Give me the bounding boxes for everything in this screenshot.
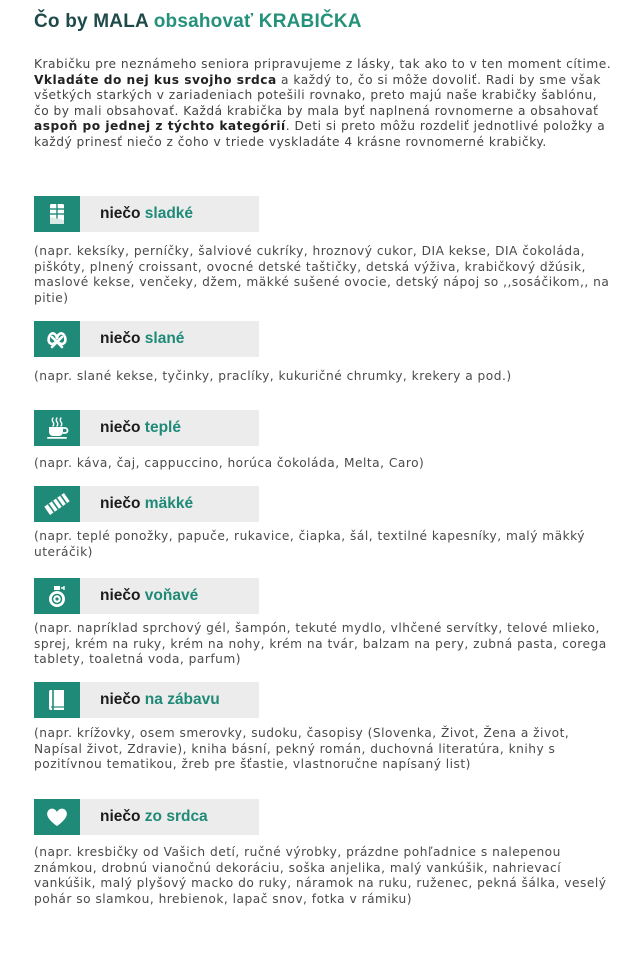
- category-label: [100, 578, 198, 614]
- category-lead-text: niečo: [100, 419, 141, 436]
- hot-cup-icon: [34, 410, 80, 446]
- category-from-heart: [34, 799, 259, 835]
- perfume-icon: [34, 578, 80, 614]
- scarf-icon: [34, 486, 80, 522]
- category-accent-text: zo srdca: [144, 808, 208, 825]
- pretzel-icon: [34, 321, 80, 357]
- chocolate-icon: [34, 196, 80, 232]
- category-lead-text: niečo: [100, 205, 141, 222]
- category-label: [100, 410, 181, 446]
- title-part-2: obsahovať: [153, 11, 254, 32]
- category-label: [100, 799, 208, 835]
- category-salty: [34, 321, 259, 357]
- category-label: [100, 486, 193, 522]
- intro-bold-2: aspoň po jednej z týchto kategórií: [34, 119, 286, 133]
- heart-icon: [34, 799, 80, 835]
- category-fun: [34, 682, 259, 718]
- intro-text-1: Krabičku pre neznámeho seniora pripravujeme z lásky, tak ako to v ten moment cítime.: [34, 57, 612, 71]
- category-label: [100, 196, 193, 232]
- category-description: (napr. krížovky, osem smerovky, sudoku, časopisy (Slovenka, Život, Žena a život, Napísal život, Zdravie), kniha básní, pekný román, duchovná literatúra, knihy s pozitívnou tematikou, žreb pre šťastie, vlastnoručne napísaný list): [34, 726, 570, 771]
- category-label: [100, 321, 184, 357]
- category-sweet: [34, 196, 259, 232]
- intro-bold-1: Vkladáte do nej kus svojho srdca: [34, 72, 277, 87]
- category-fragrant: [34, 578, 259, 614]
- title-part-1: Čo by MALA: [34, 11, 149, 32]
- category-accent-text: teplé: [144, 419, 181, 436]
- book-icon: [34, 682, 80, 718]
- category-accent-text: voňavé: [144, 587, 199, 604]
- category-description: (napr. káva, čaj, cappuccino, horúca čokoláda, Melta, Caro): [34, 456, 425, 470]
- category-description: (napr. slané kekse, tyčinky, praclíky, kukuričné chrumky, krekery a pod.): [34, 369, 512, 383]
- category-lead-text: niečo: [100, 495, 141, 512]
- category-accent-text: sladké: [144, 205, 194, 222]
- category-accent-text: na zábavu: [144, 691, 220, 708]
- category-description: (napr. keksíky, perníčky, šalviové cukríky, hroznový cukor, DIA kekse, DIA čokoláda, piškóty, plnený croissant, ovocné detské taštičky, detská výživa, krabičkový džúsik, maslové kekse, venčeky, džem, mäkké sušené ovocie, detský nápoj so ,,sosáčikom,, na pitie): [34, 244, 610, 305]
- category-warm: [34, 410, 259, 446]
- page-title: [34, 11, 362, 33]
- category-description: (napr. teplé ponožky, papuče, rukavice, čiapka, šál, textilné kapesníky, malý mäkký uteráčik): [34, 529, 586, 559]
- category-lead-text: niečo: [100, 808, 141, 825]
- category-lead-text: niečo: [100, 330, 141, 347]
- category-label: [100, 682, 220, 718]
- category-lead-text: niečo: [100, 691, 141, 708]
- category-soft: [34, 486, 259, 522]
- title-part-3: KRABIČKA: [258, 11, 362, 32]
- category-description: (napr. kresbičky od Vašich detí, ručné výrobky, prázdne pohľadnice s nalepenou známkou, drobnú vianočnú dekoráciu, soška anjelika, malý vankúšik, nahrievací vankúšik, malý plyšový macko do ruky, náramok na ruku, ruženec, pekná šálka, veselý pohár so slamkou, hrebienok, lapač snov, fotka v rámiku): [34, 845, 607, 906]
- category-accent-text: mäkké: [144, 495, 194, 512]
- intro-text-2: a každý to, čo si môže dovoliť. Radi by sme však všetkých starkých v zariadeniach potešili rovnako, preto majú naše krabičky šablónu, čo by mali obsahovať. Každá krabička by mala byť naplnená rovnomerne a obsahovať: [34, 72, 601, 118]
- intro-text-3: . Deti si preto môžu rozdeliť jednotlivé položky a každý prinesť niečo z čoho v triede vyskladáte 4 krásne rovnomerné krabičky.: [34, 119, 606, 149]
- intro-paragraph: [34, 57, 614, 150]
- category-accent-text: slané: [144, 330, 185, 347]
- category-lead-text: niečo: [100, 587, 141, 604]
- category-description: (napr. napríklad sprchový gél, šampón, tekuté mydlo, vlhčené servítky, telové mlieko, sprej, krém na ruky, krém na nohy, krém na tvár, balzam na pery, zubná pasta, corega tablety, toaletná voda, parfum): [34, 621, 607, 666]
